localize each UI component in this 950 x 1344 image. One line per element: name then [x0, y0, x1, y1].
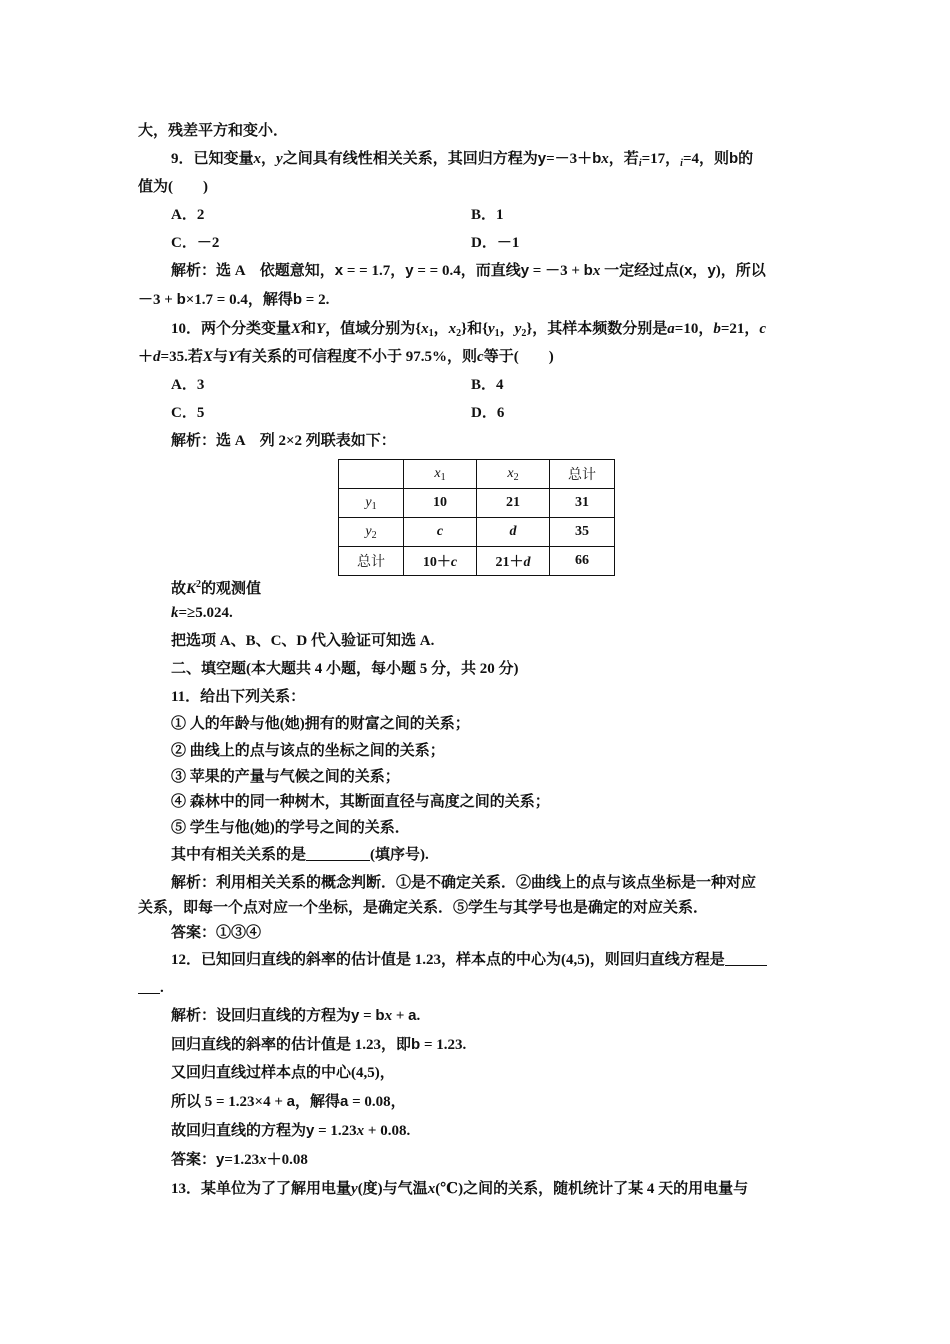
- solution-11-line2: 关系，即每一个点对应一个坐标，是确定关系．⑤学生与其学号也是确定的对应关系．: [138, 900, 709, 916]
- answer-12: 答案：y=1.23x＋0.08: [171, 1151, 308, 1168]
- question-12-line2: .: [138, 978, 818, 998]
- option-row: A．3 B．4: [171, 377, 504, 393]
- solution-12-line: 所以 5 = 1.23×4 + a，解得a = 0.08，: [171, 1093, 406, 1110]
- section-heading: 二、填空题(本大题共 4 小题，每小题 5 分，共 20 分): [171, 661, 519, 677]
- question-10-line2: ＋d=35.若X与Y有关系的可信程度不小于 97.5%，则c等于( ): [138, 349, 554, 365]
- solution-11: 解析：利用相关关系的概念判断．①是不确定关系．②曲线上的点与该点坐标是一种对应: [171, 875, 757, 891]
- solution-10: 解析：选 A 列 2×2 列联表如下：: [171, 433, 396, 449]
- question-11: 11．给出下列关系：: [171, 689, 306, 705]
- question-9: 9．已知变量x，y之间具有线性相关关系，其回归方程为y=－3＋bx，若$_i$=17，$_i$=4，则b的: [171, 150, 754, 169]
- question-10: 10．两个分类变量X和Y，值域分别为{$x_1$，$x_2$}和{$y_1$，$y_2$}，其样本频数分别是a=10，b=21，c: [171, 321, 767, 339]
- list-item: ③ 苹果的产量与气候之间的关系；: [171, 769, 400, 785]
- list-item: ② 曲线上的点与该点的坐标之间的关系；: [171, 743, 445, 759]
- answer-11: 答案：①③④: [171, 925, 262, 941]
- solution-12-line: 回归直线的斜率的估计值是 1.23，即b = 1.23.: [171, 1036, 467, 1053]
- option-row: A．2 B．1: [171, 207, 504, 223]
- option-row: C．－2 D．－1: [171, 235, 520, 251]
- list-item: ⑤ 学生与他(她)的学号之间的关系．: [171, 820, 410, 836]
- question-13: 13．某单位为了了解用电量y(度)与气温x(℃)之间的关系，随机统计了某 4 天的用电量与: [171, 1181, 749, 1197]
- table-row: $y_2$ c d 35: [339, 518, 615, 547]
- option-row: C．5 D．6: [171, 405, 505, 421]
- question-9-line2: 值为( ): [138, 179, 208, 195]
- text-line: 大，残差平方和变小．: [138, 123, 289, 139]
- solution-12-line: 又回归直线过样本点的中心(4,5)，: [171, 1065, 395, 1081]
- solution-12: 解析：设回归直线的方程为y = bx + a.: [171, 1007, 421, 1024]
- text-line: 把选项 A、B、C、D 代入验证可知选 A.: [171, 633, 435, 649]
- table-row: $x_1$ $x_2$ 总计: [339, 460, 615, 489]
- table-row: 总计 10＋c 21＋d 66: [339, 547, 615, 576]
- list-item: ④ 森林中的同一种树木，其断面直径与高度之间的关系；: [171, 794, 550, 810]
- table-row: $y_1$ 10 21 31: [339, 489, 615, 518]
- solution-9-line2: －3 + b×1.7 = 0.4，解得b = 2.: [138, 291, 330, 308]
- solution-12-line: 故回归直线的方程为y = 1.23x + 0.08.: [171, 1122, 411, 1139]
- text-line: k=≥5.024.: [171, 605, 233, 621]
- contingency-table: [338, 459, 615, 576]
- solution-9: 解析：选 A 依题意知，x = = 1.7，y = = 0.4，而直线y = －3 + bx 一定经过点(x，y)，所以: [171, 262, 766, 279]
- question-12: 12．已知回归直线的斜率的估计值是 1.23，样本点的中心为(4,5)，则回归直线方程是: [171, 950, 851, 970]
- text-line: 故$K^2$的观测值: [171, 579, 262, 597]
- list-item: ① 人的年龄与他(她)拥有的财富之间的关系；: [171, 716, 470, 732]
- question-11-prompt: 其中有相关关系的是 (填序号).: [171, 847, 429, 863]
